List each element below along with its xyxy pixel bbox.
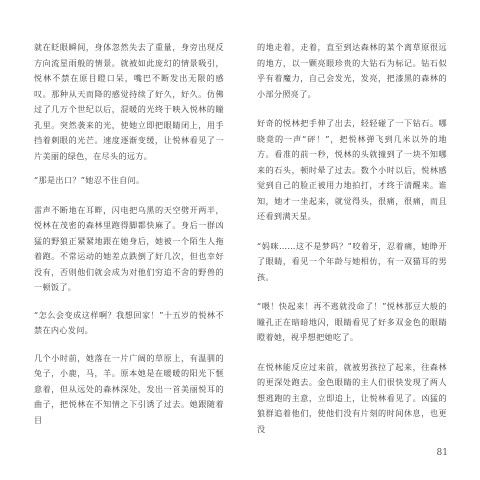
paragraph: “怎么会变成这样啊？我想回家！”十五岁的悦林不禁在内心发问。 <box>34 309 224 335</box>
paragraph: 几个小时前，她落在一片广阔的草原上，有温驯的兔子，小鹿，马，羊。原本她是在暖暖的阳光下惬意着，但从远处的森林深处，发出一首美丽悦耳的曲子，把悦林在不知情之下引诱了过去。她跟随着目 <box>34 352 224 425</box>
paragraph: “喂！快起来！再不逃就没命了！”悦林那豆大般的瞳孔正在暗暗地闪，眼睛看见了好多双金色的眼睛瞪着她，视乎想把她吃了。 <box>257 301 447 342</box>
right-column <box>257 40 447 437</box>
paragraph: 好奇的悦林把手伸了出去，轻轻碰了一下钻石。哪晓竟的一声“砰！”，把悦林弹飞到几米以外的地方。看准的前一秒，悦林的头就撞到了一块不知哪来的石头，顿时晕了过去。数个小时以后，悦林感觉到自己的脸正被用力地拍打，才终于清醒来。谁知，她才一坐起来，就觉得头，很痛，很痛，而且还看到满天星。 <box>257 118 447 221</box>
paragraph: “那是出口？”她忍不住自问。 <box>34 175 145 185</box>
paragraph: 在悦林能反应过来前，就被男孩拉了起来，往森林的更深处跑去。金色眼睛的主人们很快发现了两人想逃跑的主意，立即追上，让悦林看见了。凶猛的狼群追着他们，使他们没有片刻的时间休息，也更没 <box>257 361 447 434</box>
paragraph: 的地走着，走着，直至到达森林的某个离草原很远的地方，以一颗亮眼珍贵的大钻石为标记。钻石似乎有着魔力，自己会发光，发亮，把漆黑的森林的小部分照亮了。 <box>257 42 447 99</box>
page-number: 81 <box>436 448 448 458</box>
paragraph: 雷声不断地在耳畔，闪电把乌黑的天空劈开两半，悦林在茂密的森林里跑得脚都快麻了。身后一群凶猛的野狼正紧紧地跟在她身后，她被一个陌生人拖着跑。不常运动的她差点跌倒了好几次，但也幸好没有，否则他们就会成为对他们穷追不舍的野兽的一顿饭了。 <box>34 204 224 292</box>
paragraph: “妈咪……这不是梦吗？”咬着牙，忍着痛，她睁开了眼睛，看见一个年龄与她相仿，有一双猫耳的男孩。 <box>257 240 447 282</box>
paragraph: 就在眨眼瞬间，身体忽然失去了重量，身旁出现反方向流星雨般的情景。就被如此庞幻的情景吸引，悦林不禁在原目瞪口呆，嘴巴不断发出无限的感叹。那种从天而降的感觉持续了好久，好久。仿佛过了几万个世纪以后，混暖的光终于映入悦林的瞳孔里。突然袭来的光，使她立即把眼睛闭上，用手挡着刺眼的光芒。速度逐渐变缓，让悦林看见了一片美丽的绿色，在尽头的远方。 <box>34 42 224 161</box>
left-column <box>34 40 224 428</box>
